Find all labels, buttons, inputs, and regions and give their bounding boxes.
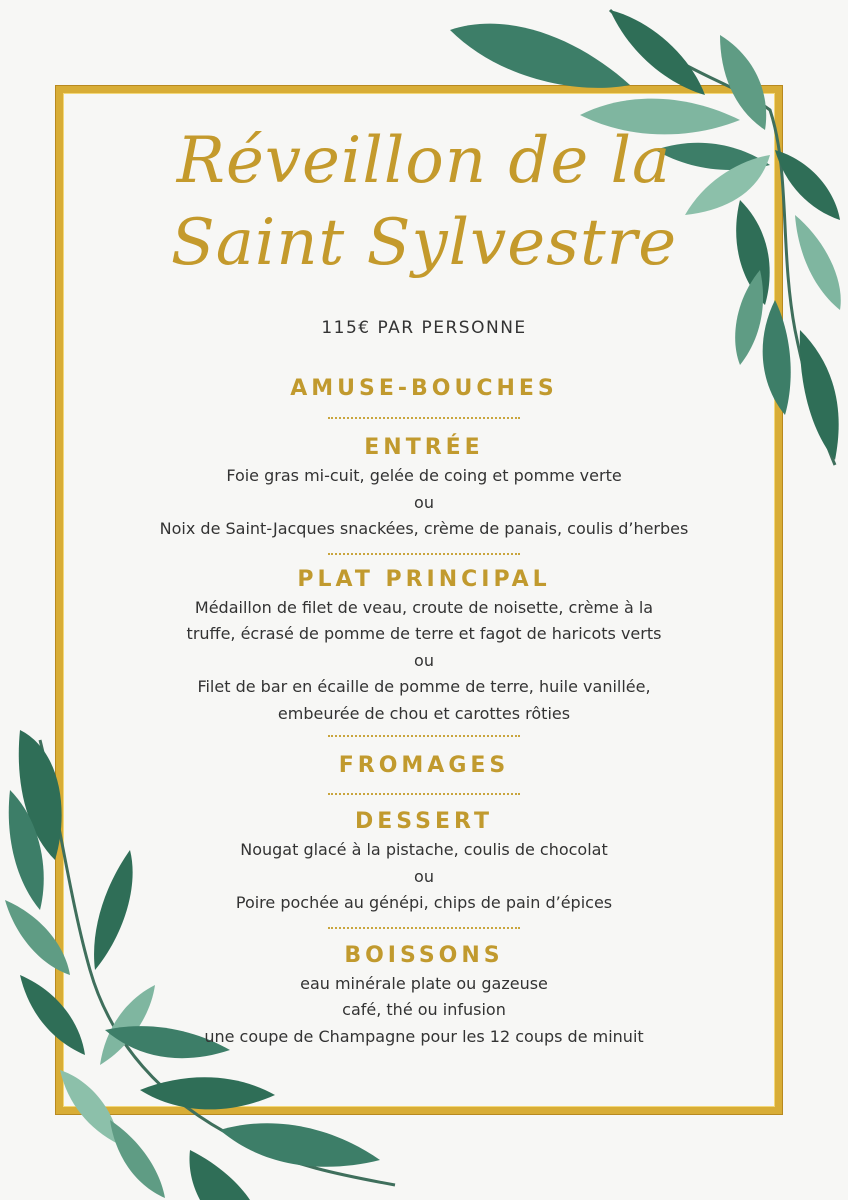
section-heading-amuse-bouches: AMUSE-BOUCHES	[290, 376, 558, 401]
dessert-line: Poire pochée au génépi, chips de pain d’épices	[235, 893, 613, 912]
boissons-line: café, thé ou infusion	[342, 1000, 506, 1019]
menu-title	[60, 120, 788, 284]
dessert-line: ou	[414, 866, 434, 886]
entree-line: ou	[414, 492, 434, 512]
menu-content	[60, 110, 788, 1050]
plat-line: truffe, écrasé de pomme de terre et fagot de haricots verts	[186, 624, 662, 643]
plat-line: Filet de bar en écaille de pomme de terre, huile vanillée,	[197, 677, 651, 696]
plat-line: ou	[414, 650, 434, 670]
section-heading-plat-principal: PLAT PRINCIPAL	[297, 566, 551, 592]
price-per-person: 115€ PAR PERSONNE	[321, 318, 527, 338]
plat-line: embeurée de chou et carottes rôties	[277, 703, 571, 723]
section-heading-entree: ENTRÉE	[364, 435, 484, 460]
title-line-2: Saint Sylvestre	[170, 206, 678, 280]
section-heading-fromages: FROMAGES	[338, 753, 510, 778]
boissons-line: une coupe de Champagne pour les 12 coups de minuit	[204, 1026, 644, 1046]
entree-line: Noix de Saint-Jacques snackées, crème de panais, coulis d’herbes	[159, 519, 689, 538]
title-line-1: Réveillon de la	[176, 124, 672, 198]
section-heading-boissons: BOISSONS	[344, 942, 504, 968]
boissons-line: eau minérale plate ou gazeuse	[300, 973, 548, 993]
section-heading-dessert: DESSERT	[355, 809, 493, 834]
plat-line: Médaillon de filet de veau, croute de noisette, crème à la	[194, 597, 654, 617]
dessert-line: Nougat glacé à la pistache, coulis de chocolat	[240, 840, 608, 859]
entree-line: Foie gras mi-cuit, gelée de coing et pomme verte	[226, 466, 622, 485]
